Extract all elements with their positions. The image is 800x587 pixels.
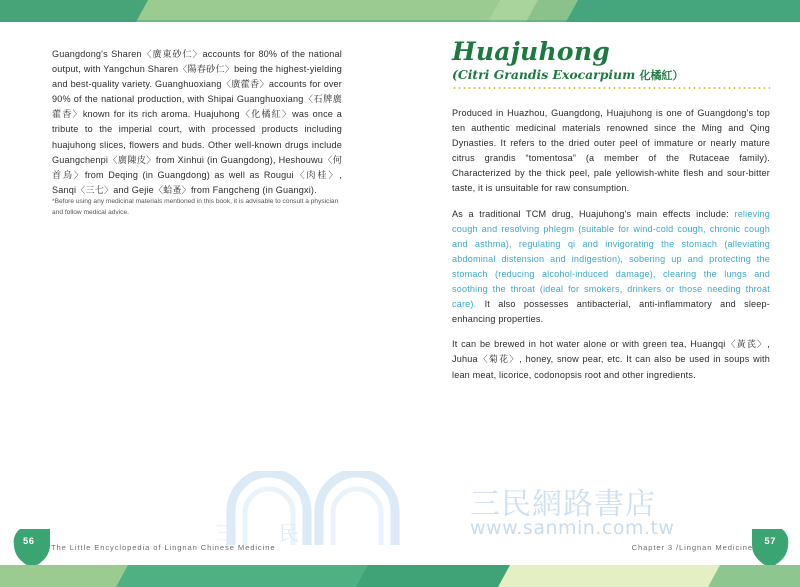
spread-content xyxy=(0,22,800,565)
right-paragraph-3: It can be brewed in hot water alone or with green tea, Huangqi〈黃芪〉, Juhua〈菊花〉, honey, snow pear, etc. It can also be used in soups with lean meat, licorice, codonopsis root and other ingredients. xyxy=(452,339,770,380)
top-decorative-band xyxy=(0,0,800,22)
top-band-graphic xyxy=(0,0,800,22)
left-paragraph-1: Guangdong's Sharen〈廣東砂仁〉accounts for 80% of the national output, with Yangchun Sharen〈陽春砂仁〉being the highest-yielding and best-quality variety. Guanghuoxiang〈廣藿香〉accounts for over 90% of the national production, with Shipai Guanghuoxiang〈石牌廣藿香〉known for its rich aroma. Huajuhong〈化橘紅〉was once a tribute to the imperial court, with processed products including huajuhong slices, flowers and buds. Other well-known drugs include Guangchenpi〈廣陳皮〉from Xinhui (in Guangdong), Heshouwu〈何首烏〉from Deqing (in Guangdong) as well as Rougui〈肉桂〉, Sanqi〈三七〉and Gejie〈蛤蚤〉from Fangcheng (in Guangxi). xyxy=(52,49,342,195)
right-paragraph-1: Produced in Huazhou, Guangdong, Huajuhong is one of Guangdong's top ten authentic medicinal materials renowned since the Ming and Qing Dynasties. It refers to the dried outer peel of immature or nearly mature citrus grandis “tomentosa” (a member of the Rutaceae family). Characterized by the thick peel, pale yellowish-white flesh and sour-bitter taste, it is unsuitable for raw consumption. xyxy=(452,108,770,194)
article-subtitle xyxy=(452,67,770,84)
left-page-body xyxy=(52,47,342,198)
left-page-footer xyxy=(0,525,400,565)
effects-lead-text: As a traditional TCM drug, Huajuhong's main effects include: xyxy=(452,208,735,219)
right-page-footer xyxy=(400,525,800,565)
bottom-decorative-band xyxy=(0,565,800,587)
watermark-url: www.sanmin.com.tw xyxy=(470,517,675,539)
right-footer-title: Chapter 3 /Lingnan Medicine xyxy=(631,543,753,552)
effects-tail-text: It also possesses antibacterial, anti-inflammatory and sleep-enhancing properties. xyxy=(452,299,770,325)
article-subtitle-chinese: 化橘紅） xyxy=(639,69,684,82)
article-heading-block xyxy=(452,38,770,89)
bottom-band-graphic xyxy=(0,565,800,587)
watermark-store-name: 三民網路書店 xyxy=(470,487,656,522)
heading-dotted-rule xyxy=(452,87,770,89)
left-page-number: 56 xyxy=(23,536,35,547)
left-footer-title: The Little Encyclopedia of Lingnan Chinese Medicine xyxy=(51,543,276,552)
right-paragraph-2 xyxy=(452,207,770,328)
left-page xyxy=(0,22,400,565)
right-page xyxy=(400,22,800,565)
watermark-logo-chars: 三民 xyxy=(215,521,343,545)
effects-highlight-text: relieving cough and resolving phlegm (suitable for wind-cold cough, chronic cough and asthma), regulating qi and invigorating the stomach (alleviating abdominal distension and indigestion), sobering up and protecting the stomach (reducing alcohol-induced damage), clearing the lungs and soothing the throat (ideal for smokers, drinkers or those needing throat care). xyxy=(452,208,770,310)
article-subtitle-latin: (Citri Grandis Exocarpium xyxy=(452,67,636,82)
left-page-footnote: *Before using any medicinal materials mentioned in this book, it is advisable to consult a physician and follow medical advice. xyxy=(52,198,339,217)
right-page-body xyxy=(452,106,770,383)
right-page-number: 57 xyxy=(764,536,776,547)
article-title: Huajuhong xyxy=(452,37,610,66)
